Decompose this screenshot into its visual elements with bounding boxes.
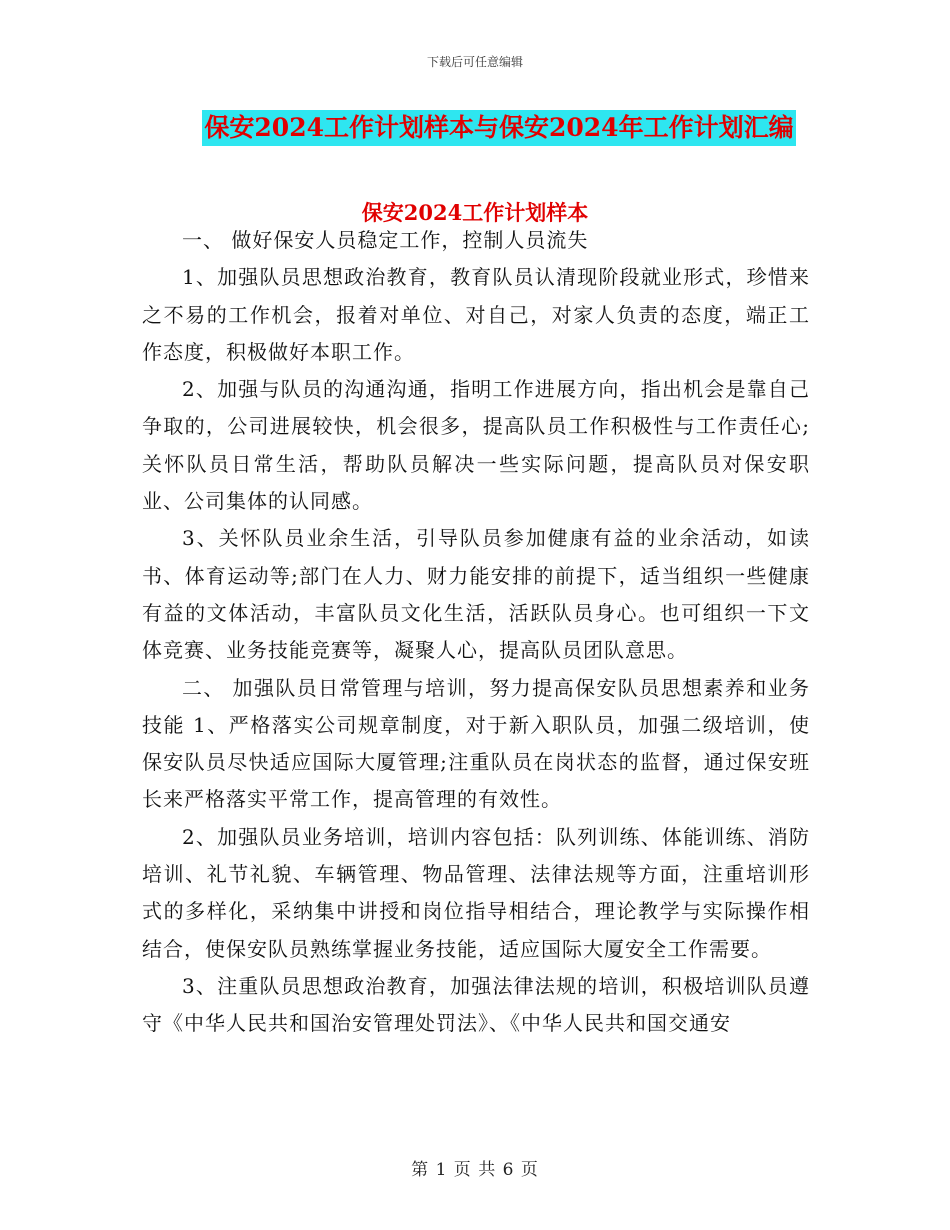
document-title: 保安2024工作计划样本与保安2024年工作计划汇编 — [202, 110, 795, 146]
paragraph: 一、 做好保安人员稳定工作，控制人员流失 — [182, 228, 589, 252]
paragraph: 3、注重队员思想政治教育，加强法律法规的培训，积极培训队员遵守《中华人民共和国治安管理处罚法》、《中华人民共和国交通安 — [142, 973, 810, 1036]
page-header-note: 下载后可任意编辑 — [426, 55, 523, 69]
paragraph: 1、加强队员思想政治教育，教育队员认清现阶段就业形式，珍惜来之不易的工作机会，报着对单位、对自己，对家人负责的态度，端正工作态度，积极做好本职工作。 — [142, 265, 810, 364]
paragraph: 2、加强队员业务培训，培训内容包括：队列训练、体能训练、消防培训、礼节礼貌、车辆管理、物品管理、法律法规等方面，注重培训形式的多样化，采纳集中讲授和岗位指导相结合，理论教学与实际操作相结合，使保安队员熟练掌握业务技能，适应国际大厦安全工作需要。 — [142, 824, 810, 961]
section-title: 保安2024工作计划样本 — [361, 200, 589, 225]
document-title-wrapper — [0, 110, 950, 146]
paragraph: 二、 加强队员日常管理与培训，努力提高保安队员思想素养和业务技能 1、严格落实公司规章制度，对于新入职队员，加强二级培训，使保安队员尽快适应国际大厦管理;注重队员在岗状态的监督，通过保安班长来严格落实平常工作，提高管理的有效性。 — [142, 675, 810, 812]
paragraph: 3、关怀队员业余生活，引导队员参加健康有益的业余活动，如读书、体育运动等;部门在人力、财力能安排的前提下，适当组织一些健康有益的文体活动，丰富队员文化生活，活跃队员身心。也可组织一下文体竞赛、业务技能竞赛等，凝聚人心，提高队员团队意思。 — [142, 526, 810, 663]
document-body — [142, 222, 810, 1043]
page-number-footer: 第 1 页 共 6 页 — [411, 1160, 539, 1180]
paragraph: 2、加强与队员的沟通沟通，指明工作进展方向，指出机会是靠自己争取的，公司进展较快，机会很多，提高队员工作积极性与工作责任心;关怀队员日常生活，帮助队员解决一些实际问题，提高队员对保安职业、公司集体的认同感。 — [142, 377, 810, 514]
